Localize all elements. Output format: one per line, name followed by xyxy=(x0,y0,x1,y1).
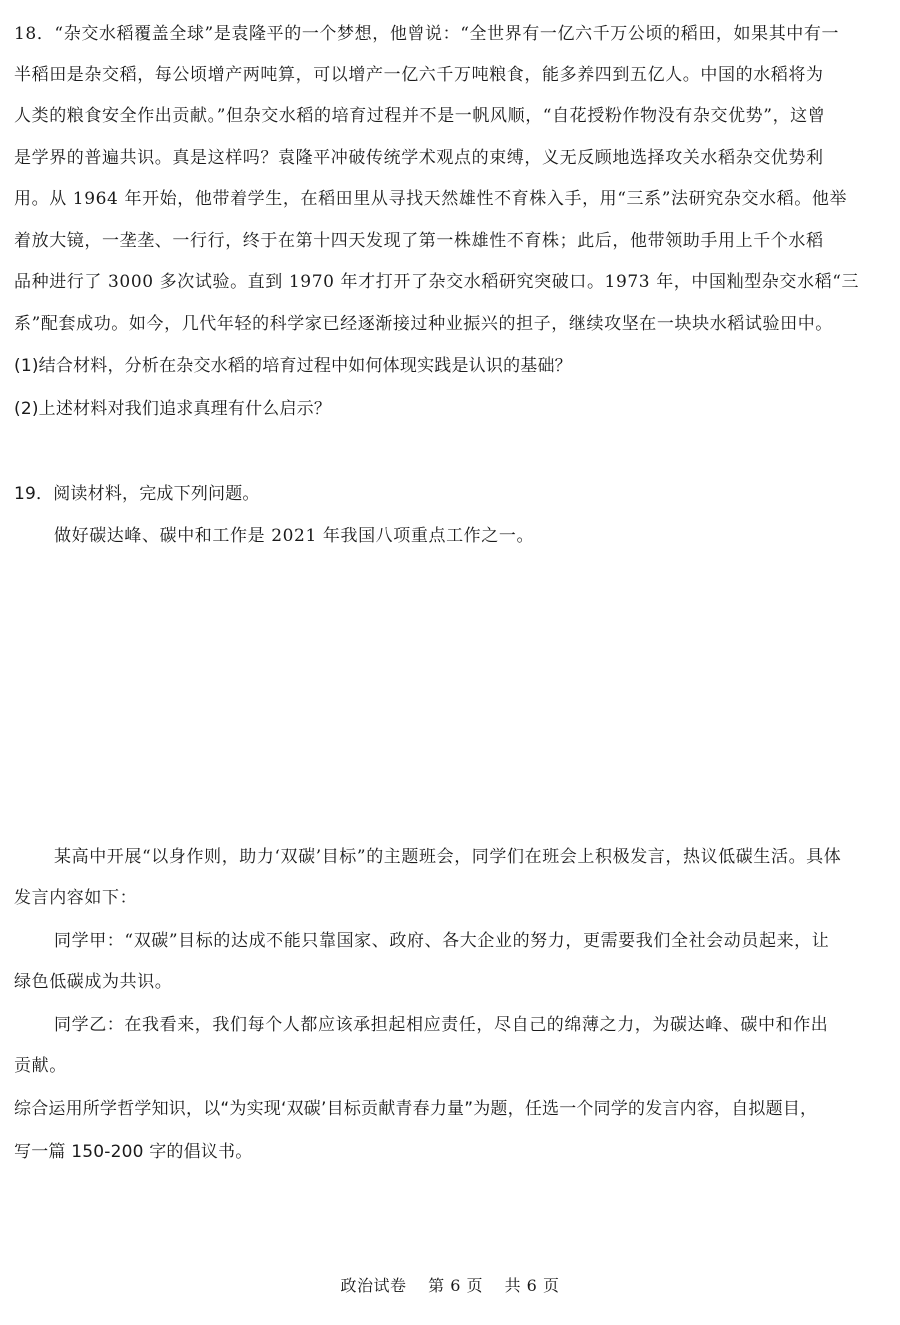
q18-line-5: 用。从 1964 年开始，他带着学生，在稻田里从寻找天然雄性不育株入手，用“三系”法研究杂交水稻。他举 xyxy=(14,189,848,209)
footer-total-pages: 共 6 页 xyxy=(504,1276,560,1295)
q19-intro: 做好碳达峰、碳中和工作是 2021 年我国八项重点工作之一。 xyxy=(54,526,535,546)
q18-line-2: 半稻田是杂交稻，每公顷增产两吨算，可以增产一亿六千万吨粮食，能多养四到五亿人。中国的水稻将为 xyxy=(14,65,824,85)
q18-subquestion-2: (2)上述材料对我们追求真理有什么启示？ xyxy=(14,399,332,419)
q19-para2-line2: 绿色低碳成为共识。 xyxy=(14,972,173,992)
q19-para3-line2: 贡献。 xyxy=(14,1056,67,1076)
page-footer xyxy=(0,1273,900,1296)
q19-para3-line1: 同学乙：在我看来，我们每个人都应该承担起相应责任，尽自己的绵薄之力，为碳达峰、碳中和作出 xyxy=(54,1015,829,1035)
q19-task-line2: 写一篇 150-200 字的倡议书。 xyxy=(14,1142,253,1162)
q19-para1-line2: 发言内容如下： xyxy=(14,888,138,908)
footer-page-number: 第 6 页 xyxy=(428,1276,483,1295)
q18-line-3: 人类的粮食安全作出贡献。”但杂交水稻的培育过程并不是一帆风顺，“自花授粉作物没有杂交优势”，这曾 xyxy=(14,106,826,126)
q18-subquestion-1: (1)结合材料，分析在杂交水稻的培育过程中如何体现实践是认识的基础？ xyxy=(14,356,572,376)
footer-subject: 政治试卷 xyxy=(340,1276,407,1295)
q18-line-8: 系”配套成功。如今，几代年轻的科学家已经逐渐接过种业振兴的担子，继续攻坚在一块块水稻试验田中。 xyxy=(14,314,833,334)
q19-task-line1: 综合运用所学哲学知识，以“为实现‘双碳’目标贡献青春力量”为题，任选一个同学的发言内容，自拟题目， xyxy=(14,1099,818,1119)
q18-line-6: 着放大镜，一垄垄、一行行，终于在第十四天发现了第一株雄性不育株；此后，他带领助手用上千个水稻 xyxy=(14,231,824,251)
q18-line-7: 品种进行了 3000 多次试验。直到 1970 年才打开了杂交水稻研究突破口。1973 年，中国籼型杂交水稻“三 xyxy=(14,272,860,292)
q19-title: 19．阅读材料，完成下列问题。 xyxy=(14,484,260,504)
q18-line-1: 18．“杂交水稻覆盖全球”是袁隆平的一个梦想，他曾说：“全世界有一亿六千万公顷的稻田，如果其中有一 xyxy=(14,24,840,44)
q19-para2-line1: 同学甲：“双碳”目标的达成不能只靠国家、政府、各大企业的努力，更需要我们全社会动员起来，让 xyxy=(54,931,830,951)
q19-para1-line1: 某高中开展“以身作则，助力‘双碳’目标”的主题班会，同学们在班会上积极发言，热议低碳生活。具体 xyxy=(54,847,842,867)
q18-line-4: 是学界的普遍共识。真是这样吗？袁隆平冲破传统学术观点的束缚，义无反顾地选择攻关水稻杂交优势利 xyxy=(14,148,824,168)
